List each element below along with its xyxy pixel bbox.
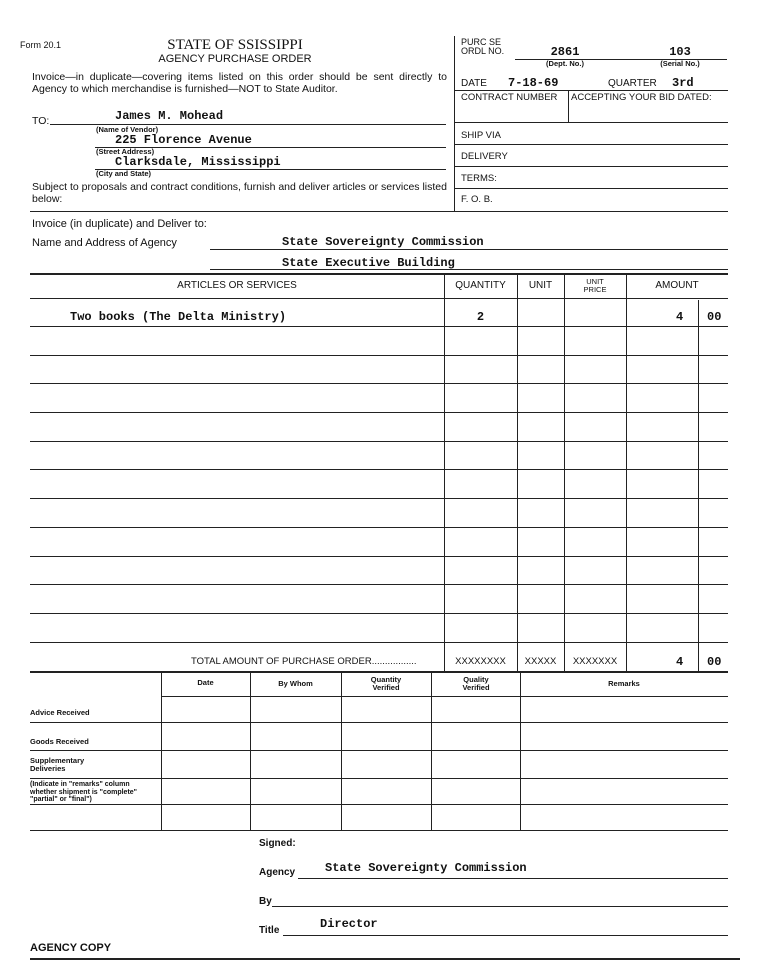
total-label: TOTAL AMOUNT OF PURCHASE ORDER................. [191, 657, 417, 667]
fob-label: F. O. B. [461, 194, 493, 205]
sig-title-label: Title [259, 925, 280, 936]
total-dollars: 4 [676, 655, 684, 669]
invoice-note: Invoice—in duplicate—covering items listed on this order should be sent directly to Agency to which merchandise is furnished—NOT to State Auditor. [32, 71, 447, 96]
contract-label: CONTRACT NUMBER [461, 92, 558, 103]
recv-qty-verified-header: Quantity Verified [370, 675, 402, 693]
item-article: Two books (The Delta Ministry) [70, 310, 287, 324]
vendor-city-label: (City and State) [96, 169, 152, 178]
recv-remarks-header: Remarks [608, 679, 640, 688]
signed-label: Signed: [259, 838, 296, 849]
accepting-bid-label: ACCEPTING YOUR BID DATED: [571, 92, 712, 103]
supplementary-deliveries-label: Supplementary Deliveries [30, 756, 85, 774]
unit-price-header: UNIT PRICE [583, 277, 607, 294]
serial-label: (Serial No.) [660, 59, 700, 68]
agency-line-1: State Sovereignty Commission [282, 235, 484, 249]
sig-agency-value: State Sovereignty Commission [325, 861, 527, 875]
agency-copy-label: AGENCY COPY [30, 942, 112, 954]
total-cents: 00 [707, 655, 722, 669]
sig-by-label: By [259, 896, 272, 907]
sig-agency-label: Agency [259, 867, 296, 878]
vendor-city: Clarksdale, Mississippi [115, 155, 281, 169]
date-label: DATE [461, 78, 487, 89]
delivery-label: DELIVERY [461, 151, 508, 162]
vendor-name-label: (Name of Vendor) [96, 125, 159, 134]
recv-date-header: Date [197, 678, 214, 687]
recv-by-whom-header: By Whom [278, 679, 313, 688]
amount-header: AMOUNT [655, 280, 699, 291]
indicate-note: (Indicate in "remarks" column whether shipment is "complete" "partial" or "final") [30, 781, 137, 804]
serial-number: 103 [669, 45, 691, 59]
item-dollars: 4 [676, 310, 684, 324]
goods-received-label: Goods Received [30, 737, 89, 746]
dept-number: 2861 [550, 45, 580, 59]
subject-text: Subject to proposals and contract conditions, furnish and deliver articles or services listed below: [32, 181, 447, 206]
agency-address-label: Name and Address of Agency [32, 237, 177, 249]
ship-via-label: SHIP VIA [461, 130, 501, 141]
vendor-name: James M. Mohead [115, 109, 224, 123]
agency-line-2: State Executive Building [282, 256, 455, 270]
total-quantity: XXXXXXXX [455, 656, 506, 667]
vendor-street-label: (Street Address) [96, 147, 155, 156]
form-title: STATE OF SSISSIPPI [167, 37, 303, 53]
articles-header: ARTICLES OR SERVICES [177, 280, 297, 291]
quarter-label: QUARTER [608, 78, 657, 89]
sig-title-value: Director [320, 917, 378, 931]
quarter-value: 3rd [672, 76, 694, 90]
dept-label: (Dept. No.) [546, 59, 584, 68]
total-unit: XXXXX [524, 656, 557, 667]
terms-label: TERMS: [461, 173, 497, 184]
order-date: 7-18-69 [508, 76, 559, 90]
form-subtitle: AGENCY PURCHASE ORDER [158, 53, 312, 65]
item-cents: 00 [707, 310, 722, 324]
unit-header: UNIT [528, 280, 553, 291]
quantity-header: QUANTITY [455, 280, 506, 291]
item-quantity: 2 [476, 310, 485, 324]
invoice-deliver-label: Invoice (in duplicate) and Deliver to: [32, 218, 207, 230]
advice-received-label: Advice Received [30, 708, 90, 717]
recv-quality-verified-header: Quality Verified [462, 675, 490, 693]
total-unit-price: XXXXXXX [572, 656, 618, 667]
form-number: Form 20.1 [20, 40, 62, 50]
purchase-label-2: ORDL NO. [461, 46, 505, 56]
to-label: TO: [32, 115, 50, 127]
vendor-street: 225 Florence Avenue [115, 133, 252, 147]
purchase-label-1: PURC SE [461, 37, 502, 47]
